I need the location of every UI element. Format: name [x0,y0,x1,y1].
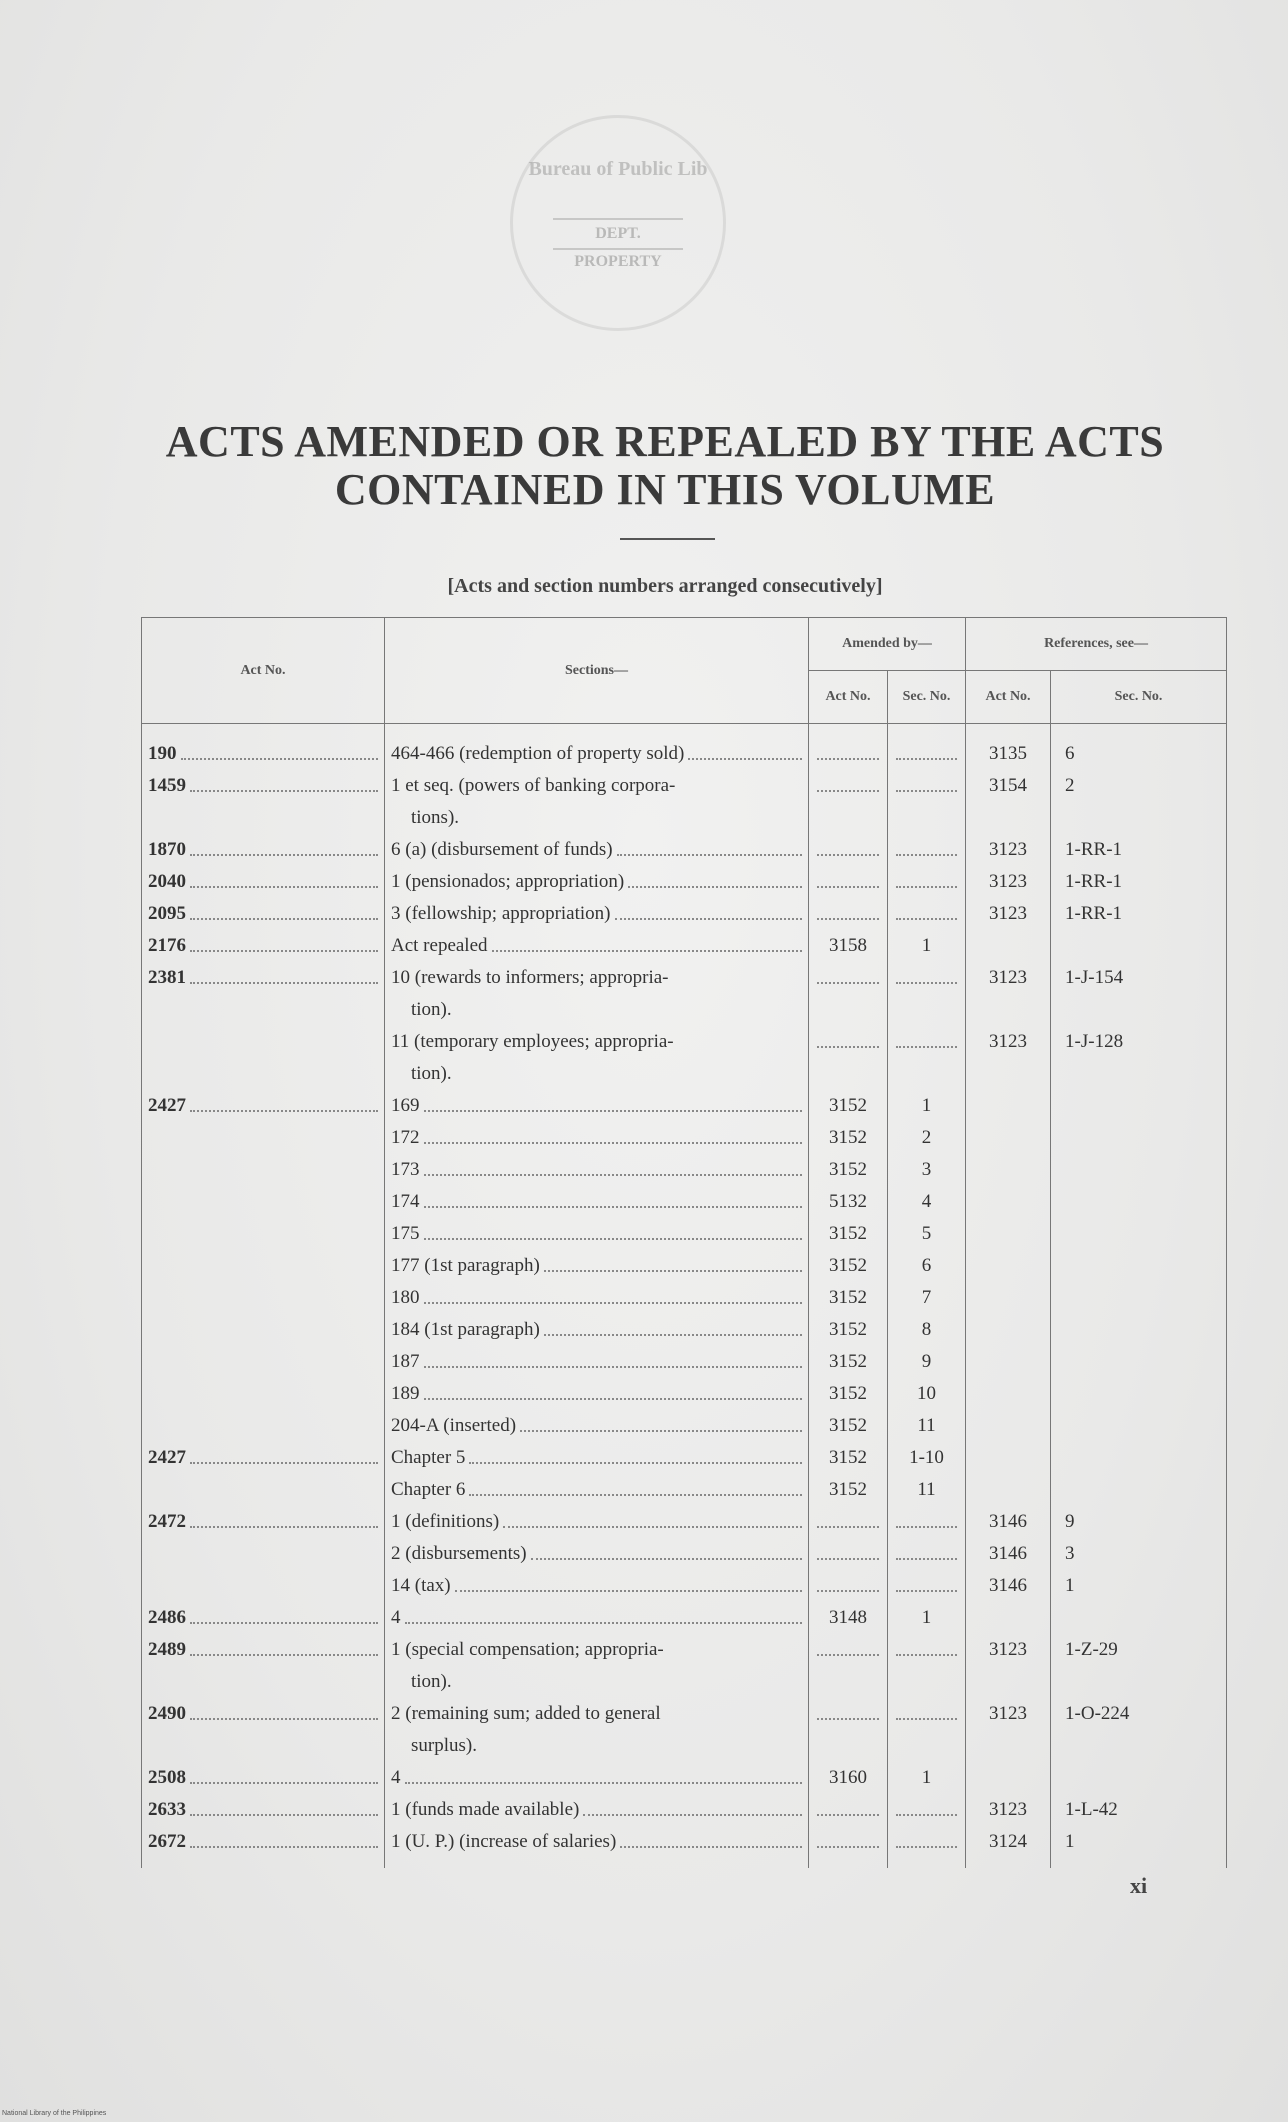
table-row [142,1762,1227,1794]
ref-sec-no-cell [1051,1762,1227,1794]
amended-act-no-cell: 3152 [809,1218,888,1250]
ref-sec-no-cell [1051,930,1227,962]
amended-act-no-cell [809,1538,888,1570]
amended-sec-no-cell [888,1634,966,1698]
header-sections: Sections— [385,618,809,724]
header-references: References, see— [966,618,1227,671]
ref-sec-no-cell [1051,1090,1227,1122]
table-row [142,1378,1227,1410]
amended-sec-no-cell [888,1826,966,1868]
table-row [142,1122,1227,1154]
amended-sec-no-cell [888,770,966,834]
ref-sec-no-cell: 1 [1051,1826,1227,1868]
act-number-cell: 1870 [142,834,385,866]
section-cell: 14 (tax) [385,1570,809,1602]
ref-act-no-cell [966,1602,1051,1634]
table-row [142,770,1227,834]
table-row [142,930,1227,962]
ref-act-no-cell: 3123 [966,1026,1051,1090]
section-cell: Chapter 6 [385,1474,809,1506]
act-number-cell [142,1474,385,1506]
section-cell: 1 (definitions) [385,1506,809,1538]
section-continuation: tion). [411,1671,452,1692]
section-cell: 4 [385,1762,809,1794]
ref-act-no-cell: 3146 [966,1538,1051,1570]
table-row [142,1154,1227,1186]
table-row [142,962,1227,1026]
acts-table [141,617,1227,1868]
ref-sec-no-cell: 1-RR-1 [1051,866,1227,898]
act-number-cell: 2490 [142,1698,385,1762]
section-cell: 2 (remaining sum; added to general surplus). [385,1698,809,1762]
amended-act-no-cell [809,1698,888,1762]
ref-act-no-cell: 3123 [966,866,1051,898]
table-subtitle: [Acts and section numbers arranged consecutively] [447,575,883,597]
ref-act-no-cell: 3146 [966,1570,1051,1602]
header-amended-sec-no: Sec. No. [888,671,966,724]
amended-act-no-cell: 3158 [809,930,888,962]
act-number-cell [142,1154,385,1186]
ref-act-no-cell: 3123 [966,1698,1051,1762]
amended-act-no-cell [809,834,888,866]
ref-act-no-cell: 3154 [966,770,1051,834]
section-cell: 180 [385,1282,809,1314]
amended-act-no-cell: 3152 [809,1154,888,1186]
act-number-cell [142,1570,385,1602]
table-row [142,1410,1227,1442]
amended-act-no-cell [809,1634,888,1698]
act-number-cell [142,1314,385,1346]
amended-act-no-cell [809,866,888,898]
ref-act-no-cell: 3123 [966,834,1051,866]
table-row [142,1634,1227,1698]
ref-act-no-cell [966,1410,1051,1442]
ref-sec-no-cell [1051,1282,1227,1314]
table-row [142,1826,1227,1868]
section-cell: 1 (funds made available) [385,1794,809,1826]
amended-sec-no-cell [888,1570,966,1602]
ref-sec-no-cell: 1-O-224 [1051,1698,1227,1762]
act-number-cell: 2486 [142,1602,385,1634]
act-number-cell: 2427 [142,1442,385,1474]
ref-sec-no-cell: 1-J-128 [1051,1026,1227,1090]
amended-sec-no-cell: 1 [888,1762,966,1794]
section-cell: 169 [385,1090,809,1122]
ref-act-no-cell [966,1282,1051,1314]
table-row [142,1026,1227,1090]
acts-table-body [142,724,1227,1869]
table-row [142,1186,1227,1218]
amended-act-no-cell: 3152 [809,1122,888,1154]
amended-sec-no-cell [888,866,966,898]
ref-sec-no-cell: 6 [1051,724,1227,771]
section-cell: 204-A (inserted) [385,1410,809,1442]
table-row [142,1538,1227,1570]
section-cell: 189 [385,1378,809,1410]
amended-act-no-cell [809,770,888,834]
section-cell: Chapter 5 [385,1442,809,1474]
amended-sec-no-cell [888,1698,966,1762]
ref-sec-no-cell: 2 [1051,770,1227,834]
amended-act-no-cell: 3152 [809,1442,888,1474]
table-row [142,1570,1227,1602]
act-number-cell: 2040 [142,866,385,898]
table-row [142,898,1227,930]
table-row [142,724,1227,771]
amended-sec-no-cell: 3 [888,1154,966,1186]
act-number-cell [142,1346,385,1378]
table-row [142,1442,1227,1474]
ref-act-no-cell [966,1378,1051,1410]
ref-act-no-cell [966,1346,1051,1378]
table-row [142,1090,1227,1122]
page-title: ACTS AMENDED OR REPEALED BY THE ACTS CONTAINED IN THIS VOLUME [165,417,1165,514]
ref-sec-no-cell [1051,1378,1227,1410]
ref-act-no-cell: 3123 [966,1794,1051,1826]
ref-act-no-cell [966,930,1051,962]
table-row [142,1218,1227,1250]
amended-sec-no-cell [888,1794,966,1826]
stamp-band-text: DEPT. PROPERTY [553,218,683,250]
amended-act-no-cell: 3148 [809,1602,888,1634]
page-number: xi [1130,1873,1148,1898]
ref-act-no-cell: 3124 [966,1826,1051,1868]
section-cell: 464-466 (redemption of property sold) [385,724,809,771]
ref-sec-no-cell [1051,1442,1227,1474]
amended-sec-no-cell: 10 [888,1378,966,1410]
act-number-cell: 1459 [142,770,385,834]
ref-sec-no-cell [1051,1122,1227,1154]
amended-sec-no-cell [888,1506,966,1538]
section-cell: 2 (disbursements) [385,1538,809,1570]
amended-sec-no-cell [888,724,966,771]
amended-sec-no-cell: 8 [888,1314,966,1346]
table-row [142,1346,1227,1378]
ref-act-no-cell [966,1442,1051,1474]
ref-act-no-cell: 3135 [966,724,1051,771]
section-cell: 184 (1st paragraph) [385,1314,809,1346]
amended-act-no-cell [809,1826,888,1868]
act-number-cell: 2381 [142,962,385,1026]
amended-act-no-cell: 3152 [809,1250,888,1282]
amended-sec-no-cell: 2 [888,1122,966,1154]
section-cell: 174 [385,1186,809,1218]
act-number-cell: 2508 [142,1762,385,1794]
ref-act-no-cell [966,1122,1051,1154]
amended-sec-no-cell: 6 [888,1250,966,1282]
act-number-cell: 2672 [142,1826,385,1868]
ref-sec-no-cell: 9 [1051,1506,1227,1538]
ref-act-no-cell [966,1250,1051,1282]
section-cell: 10 (rewards to informers; appropria- tion). [385,962,809,1026]
amended-sec-no-cell: 9 [888,1346,966,1378]
amended-sec-no-cell: 4 [888,1186,966,1218]
table-row [142,834,1227,866]
amended-sec-no-cell [888,962,966,1026]
ref-sec-no-cell: 1-L-42 [1051,1794,1227,1826]
amended-sec-no-cell: 1 [888,1602,966,1634]
section-cell: 11 (temporary employees; appropria- tion). [385,1026,809,1090]
amended-act-no-cell: 3152 [809,1378,888,1410]
header-amended-by: Amended by— [809,618,966,671]
section-cell: 173 [385,1154,809,1186]
section-cell: Act repealed [385,930,809,962]
header-ref-sec-no: Sec. No. [1051,671,1227,724]
amended-act-no-cell: 3152 [809,1410,888,1442]
act-number-cell [142,1186,385,1218]
section-continuation: tions). [411,807,460,828]
ref-act-no-cell: 3123 [966,898,1051,930]
section-cell: 1 et seq. (powers of banking corpora- tions). [385,770,809,834]
ref-act-no-cell [966,1186,1051,1218]
ref-sec-no-cell: 1-RR-1 [1051,834,1227,866]
section-cell: 4 [385,1602,809,1634]
amended-sec-no-cell: 1 [888,930,966,962]
title-divider [620,538,715,540]
stamp-top-text: Bureau of Public Lib [528,158,708,180]
section-cell: 175 [385,1218,809,1250]
amended-act-no-cell [809,1026,888,1090]
amended-sec-no-cell: 1-10 [888,1442,966,1474]
ref-act-no-cell: 3146 [966,1506,1051,1538]
amended-sec-no-cell [888,1538,966,1570]
library-stamp [510,115,726,331]
ref-sec-no-cell [1051,1218,1227,1250]
act-number-cell [142,1410,385,1442]
ref-sec-no-cell [1051,1602,1227,1634]
act-number-cell [142,1378,385,1410]
amended-act-no-cell: 3152 [809,1314,888,1346]
amended-sec-no-cell: 11 [888,1410,966,1442]
act-number-cell [142,1026,385,1090]
amended-act-no-cell [809,1794,888,1826]
ref-sec-no-cell [1051,1314,1227,1346]
section-cell: 172 [385,1122,809,1154]
ref-sec-no-cell [1051,1410,1227,1442]
amended-sec-no-cell: 7 [888,1282,966,1314]
ref-act-no-cell [966,1090,1051,1122]
footer-note: National Library of the Philippines [2,2110,107,2117]
ref-sec-no-cell [1051,1474,1227,1506]
amended-act-no-cell: 3152 [809,1090,888,1122]
table-row [142,1506,1227,1538]
amended-sec-no-cell: 11 [888,1474,966,1506]
section-continuation: surplus). [411,1735,477,1756]
act-number-cell [142,1282,385,1314]
amended-act-no-cell: 3160 [809,1762,888,1794]
ref-act-no-cell: 3123 [966,1634,1051,1698]
act-number-cell: 2176 [142,930,385,962]
section-cell: 6 (a) (disbursement of funds) [385,834,809,866]
act-number-cell: 2095 [142,898,385,930]
section-continuation: tion). [411,1063,452,1084]
ref-sec-no-cell: 3 [1051,1538,1227,1570]
header-ref-act-no: Act No. [966,671,1051,724]
act-number-cell: 190 [142,724,385,771]
header-amended-act-no: Act No. [809,671,888,724]
table-row [142,1474,1227,1506]
amended-act-no-cell [809,962,888,1026]
section-cell: 3 (fellowship; appropriation) [385,898,809,930]
ref-act-no-cell: 3123 [966,962,1051,1026]
act-number-cell [142,1218,385,1250]
amended-sec-no-cell [888,834,966,866]
section-cell: 1 (pensionados; appropriation) [385,866,809,898]
ref-sec-no-cell: 1-J-154 [1051,962,1227,1026]
table-row [142,1282,1227,1314]
act-number-cell [142,1122,385,1154]
table-row [142,1314,1227,1346]
header-act-no: Act No. [142,618,385,724]
ref-sec-no-cell: 1-Z-29 [1051,1634,1227,1698]
act-number-cell: 2472 [142,1506,385,1538]
amended-act-no-cell [809,1570,888,1602]
amended-sec-no-cell [888,898,966,930]
amended-sec-no-cell [888,1026,966,1090]
amended-sec-no-cell: 1 [888,1090,966,1122]
amended-act-no-cell [809,898,888,930]
act-number-cell: 2489 [142,1634,385,1698]
ref-act-no-cell [966,1762,1051,1794]
ref-act-no-cell [966,1474,1051,1506]
section-cell: 1 (U. P.) (increase of salaries) [385,1826,809,1868]
ref-sec-no-cell: 1 [1051,1570,1227,1602]
ref-sec-no-cell: 1-RR-1 [1051,898,1227,930]
section-continuation: tion). [411,999,452,1020]
ref-act-no-cell [966,1218,1051,1250]
section-cell: 187 [385,1346,809,1378]
table-row [142,1794,1227,1826]
amended-act-no-cell [809,724,888,771]
table-row [142,1602,1227,1634]
act-number-cell [142,1538,385,1570]
amended-sec-no-cell: 5 [888,1218,966,1250]
ref-sec-no-cell [1051,1346,1227,1378]
ref-sec-no-cell [1051,1154,1227,1186]
amended-act-no-cell [809,1506,888,1538]
table-row [142,1250,1227,1282]
amended-act-no-cell: 5132 [809,1186,888,1218]
act-number-cell: 2633 [142,1794,385,1826]
ref-sec-no-cell [1051,1250,1227,1282]
amended-act-no-cell: 3152 [809,1346,888,1378]
amended-act-no-cell: 3152 [809,1282,888,1314]
section-cell: 1 (special compensation; appropria- tion). [385,1634,809,1698]
section-cell: 177 (1st paragraph) [385,1250,809,1282]
table-row [142,866,1227,898]
amended-act-no-cell: 3152 [809,1474,888,1506]
table-row [142,1698,1227,1762]
act-number-cell [142,1250,385,1282]
ref-act-no-cell [966,1154,1051,1186]
ref-act-no-cell [966,1314,1051,1346]
act-number-cell: 2427 [142,1090,385,1122]
ref-sec-no-cell [1051,1186,1227,1218]
